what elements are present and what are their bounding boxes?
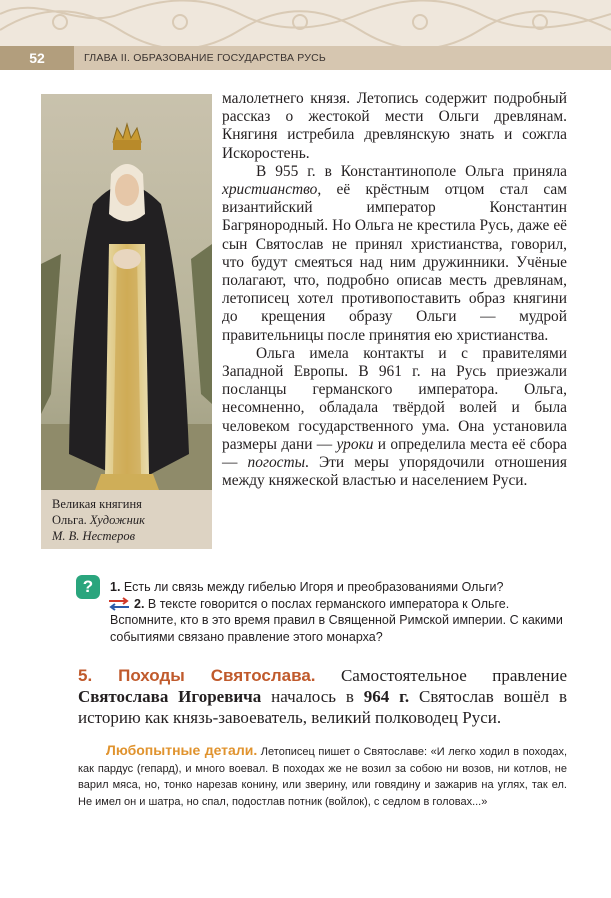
- section-title: 5. Походы Святослава.: [78, 666, 316, 685]
- question-2: [110, 596, 570, 646]
- term-pogosty: погосты: [247, 454, 306, 472]
- section-5: [78, 665, 567, 728]
- question-1-text: Есть ли связь между гибелью Игоря и преобразованиями Ольги?: [120, 580, 504, 594]
- p3-before: Ольга имела контакты и с правителями Западной Европы. В 961 г. на Русь приезжали посланцы германского императора. Ольга, несомненно, обладала твёрдой волей и была человеком государственного ума. Она установила размеры дани —: [222, 344, 567, 453]
- section-text-2: началось в: [261, 687, 364, 706]
- details-text: Летописец пишет о Святославе: «И легко ходил в походах, как пардус (гепард), и много воевал. В походах же не возил за собою ни возов, ни котлов, не варил мяса, но, тонко нарезав конину, или зверину, или говядину и зажарив на углях, так ел. Не имел он и шатра, но спал, подостлав потник (войлок), с седлом в головах...»: [78, 746, 568, 809]
- question-1: [110, 579, 570, 596]
- section-bold-name: Святослава Игоревича: [78, 687, 262, 706]
- caption-artist-name: М. В. Нестеров: [52, 529, 136, 543]
- question-2-text: В тексте говорится о послах германского императора к Ольге. Вспомните, кто в это время правил в Священной Римской империи. С какими событиями связано правление этого монарха?: [110, 596, 563, 644]
- questions-block: [110, 579, 570, 645]
- section-text-3: Святослав вошёл в историю как князь-завоеватель, великий полководец Руси.: [78, 687, 567, 727]
- section-text-1: Самостоятельное правление: [315, 666, 567, 685]
- paragraph-2: [222, 163, 567, 345]
- ornament-pattern: [0, 0, 611, 46]
- paragraph-3: [222, 345, 567, 491]
- p3-mid: и определила места её сбора —: [222, 435, 568, 472]
- paragraph-1: малолетнего князя. Летопись содержит подробный рассказ о жестокой мести Ольги древлянам. Княгиня истребила древлянскую знать и сожгла Искоростень.: [222, 90, 567, 162]
- caption-line-1: Великая княгиня: [52, 497, 142, 511]
- p3-after: . Эти меры упорядочили отношения между княжеской властью и населением Руси.: [222, 454, 567, 490]
- p2-before: В 955 г. в Константинополе Ольга приняла: [256, 162, 567, 180]
- details-title: Любопытные детали.: [106, 742, 258, 758]
- term-uroki: уроки: [336, 435, 374, 453]
- question-icon: ?: [76, 575, 100, 599]
- painting-image: [41, 94, 212, 490]
- figure-olga-painting: [41, 94, 212, 549]
- chapter-title: ГЛАВА II. ОБРАЗОВАНИЕ ГОСУДАРСТВА РУСЬ: [84, 52, 327, 64]
- question-2-number: 2.: [134, 596, 145, 611]
- question-1-number: 1.: [110, 580, 121, 594]
- section-bold-year: 964 г.: [363, 687, 410, 706]
- page-number: 52: [0, 46, 74, 70]
- caption-artist-label: Художник: [89, 513, 145, 527]
- p2-after: , её крёстным отцом стал сам византийский император Константин Багрянородный. Но Ольга не крестила Русь, даже её сын Святослав не принял христианства, говорил, что будут смеяться над ним дружинники. Учёные полагают, что, подробно описав месть древлянам, летописец хотел противопоставить образ княгини до крещения образу Ольги — мудрой правительницы после принятия ею христианства.: [222, 181, 567, 344]
- term-christianity: христианство: [222, 181, 318, 199]
- caption-line-2: [52, 512, 210, 528]
- caption-line-2-plain: Ольга.: [52, 513, 90, 527]
- curious-details-box: [78, 742, 567, 811]
- figure-caption: [52, 496, 210, 544]
- page-header: [0, 46, 611, 70]
- main-text: [222, 90, 567, 490]
- decorative-ornament-band: [0, 0, 611, 46]
